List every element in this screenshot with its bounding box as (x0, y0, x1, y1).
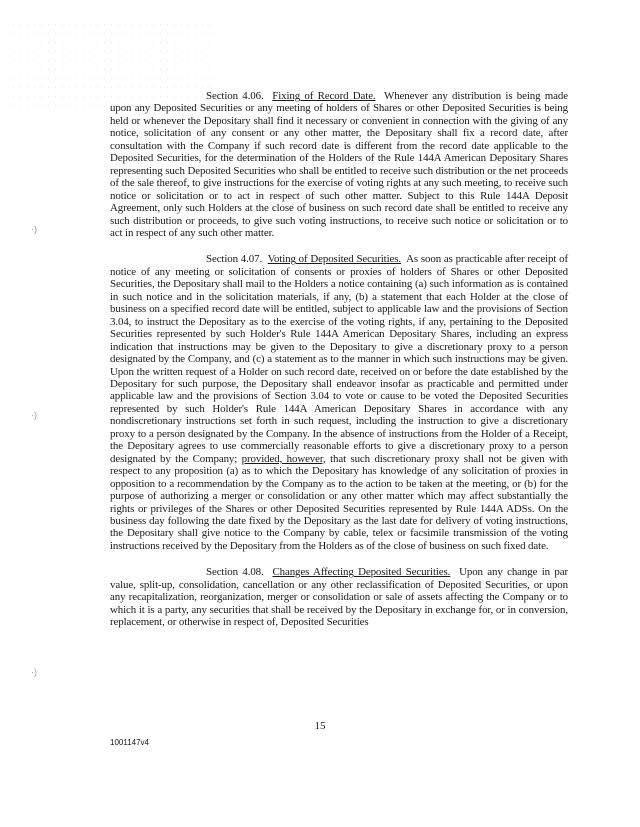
section-text: Upon any change in par value, split-up, consolidation, cancellation or any other reclassification of Deposited Securities, or upon any recapitalization, reorganization, merger or consolidation or sale of assets affecting the Company or to which it is a party, any securities that shall be received by the Depositary in exchange for, or in conversion, replacement, or otherwise in respect of, Deposited Securities (110, 566, 569, 629)
section-4-06 (110, 90, 568, 239)
section-number: Section 4.07. (206, 253, 263, 266)
margin-mark: ·) (31, 667, 37, 677)
section-heading: Voting of Deposited Securities. (267, 253, 402, 266)
section-text-continued: that such discretionary proxy shall not be given with respect to any proposition (a) as to which the Depositary has knowledge of any solicitation of proxies in opposition to a recommendation by the Company as to the action to be taken at the meeting, or (b) for the purpose of authorizing a merger or consolidation or any other matter which may affect substantially the rights or privileges of the Shares or other Deposited Securities represented by Rule 144A ADSs. On the business day following the date fixed by the Depositary as the last date for delivery of voting instructions, the Depositary shall give notice to the Company by cable, telex or facsimile transmission of the voting instructions received by the Depositary from the Holders as of the close of business on such fixed date. (110, 452, 569, 552)
section-4-08 (110, 566, 568, 628)
section-text: As soon as practicable after receipt of notice of any meeting or solicitation of consents or proxies of holders of Shares or other Deposited Securities, the Depositary shall mail to the Holders a notice containing (a) such information as is contained in such notice and in the solicitation materials, if any, (b) a statement that each Holder at the close of business on a specified record date will be entitled, subject to applicable law and the provisions of Section 3.04, to instruct the Depositary as to the exercise of the voting rights, if any, pertaining to the Deposited Securities represented by such Holder's Rule 144A American Depositary Shares, including an express indication that instructions may be given to the Depositary to give a discretionary proxy to a person designated by the Company, and (c) a statement as to the manner in which such instructions may be given. Upon the written request of a Holder on such record date, received on or before the date established by the Depositary for such purpose, the Depositary shall endeavor insofar as practicable and permitted under applicable law and the provisions of Section 3.04 to vote or cause to be voted the Deposited Securities represented by such Holder's Rule 144A American Depositary Shares in accordance with any nondiscretionary instructions set forth in such request, including the instruction to give a discretionary proxy to a person designated by the Company. In the absence of instructions from the Holder of a Receipt, the Depositary agrees to use commercially reasonable efforts to give a discretionary proxy to a person designated by the Company; (110, 253, 568, 465)
margin-mark: ·) (31, 224, 37, 234)
section-number: Section 4.06. (206, 90, 264, 102)
document-body (110, 90, 568, 643)
section-heading: Changes Affecting Deposited Securities. (272, 566, 451, 579)
section-4-07 (110, 253, 568, 552)
margin-mark: ·) (31, 410, 37, 420)
section-text: Whenever any distribution is being made upon any Deposited Securities or any meeting of holders of Shares or other Deposited Securities is being held or whenever the Depositary shall find it necessary or convenient in connection with the giving of any notice, solicitation of any consent or any other matter, the Depositary shall fix a record date, after consultation with the Company if such record date is different from the record date applicable to the Deposited Securities, for the determination of the Holders of the Rule 144A American Depositary Shares representing such Deposited Securities who shall be entitled to receive such distribution or the net proceeds of the sale thereof, to give instructions for the exercise of voting rights at any such meeting, to receive such notice or solicitation or to act in respect of such other matter. Subject to this Rule 144A Deposit Agreement, only such Holders at the close of business on such record date shall be entitled to receive any such distribution or proceeds, to give such voting instructions, to receive such notice or solicitation or to act in respect of any such other matter. (110, 90, 568, 239)
page-number: 15 (314, 720, 326, 732)
section-heading: Fixing of Record Date. (272, 90, 376, 102)
proviso: provided, however, (241, 452, 326, 465)
section-number: Section 4.08. (206, 566, 264, 579)
document-id: 1001147v4 (110, 738, 149, 747)
